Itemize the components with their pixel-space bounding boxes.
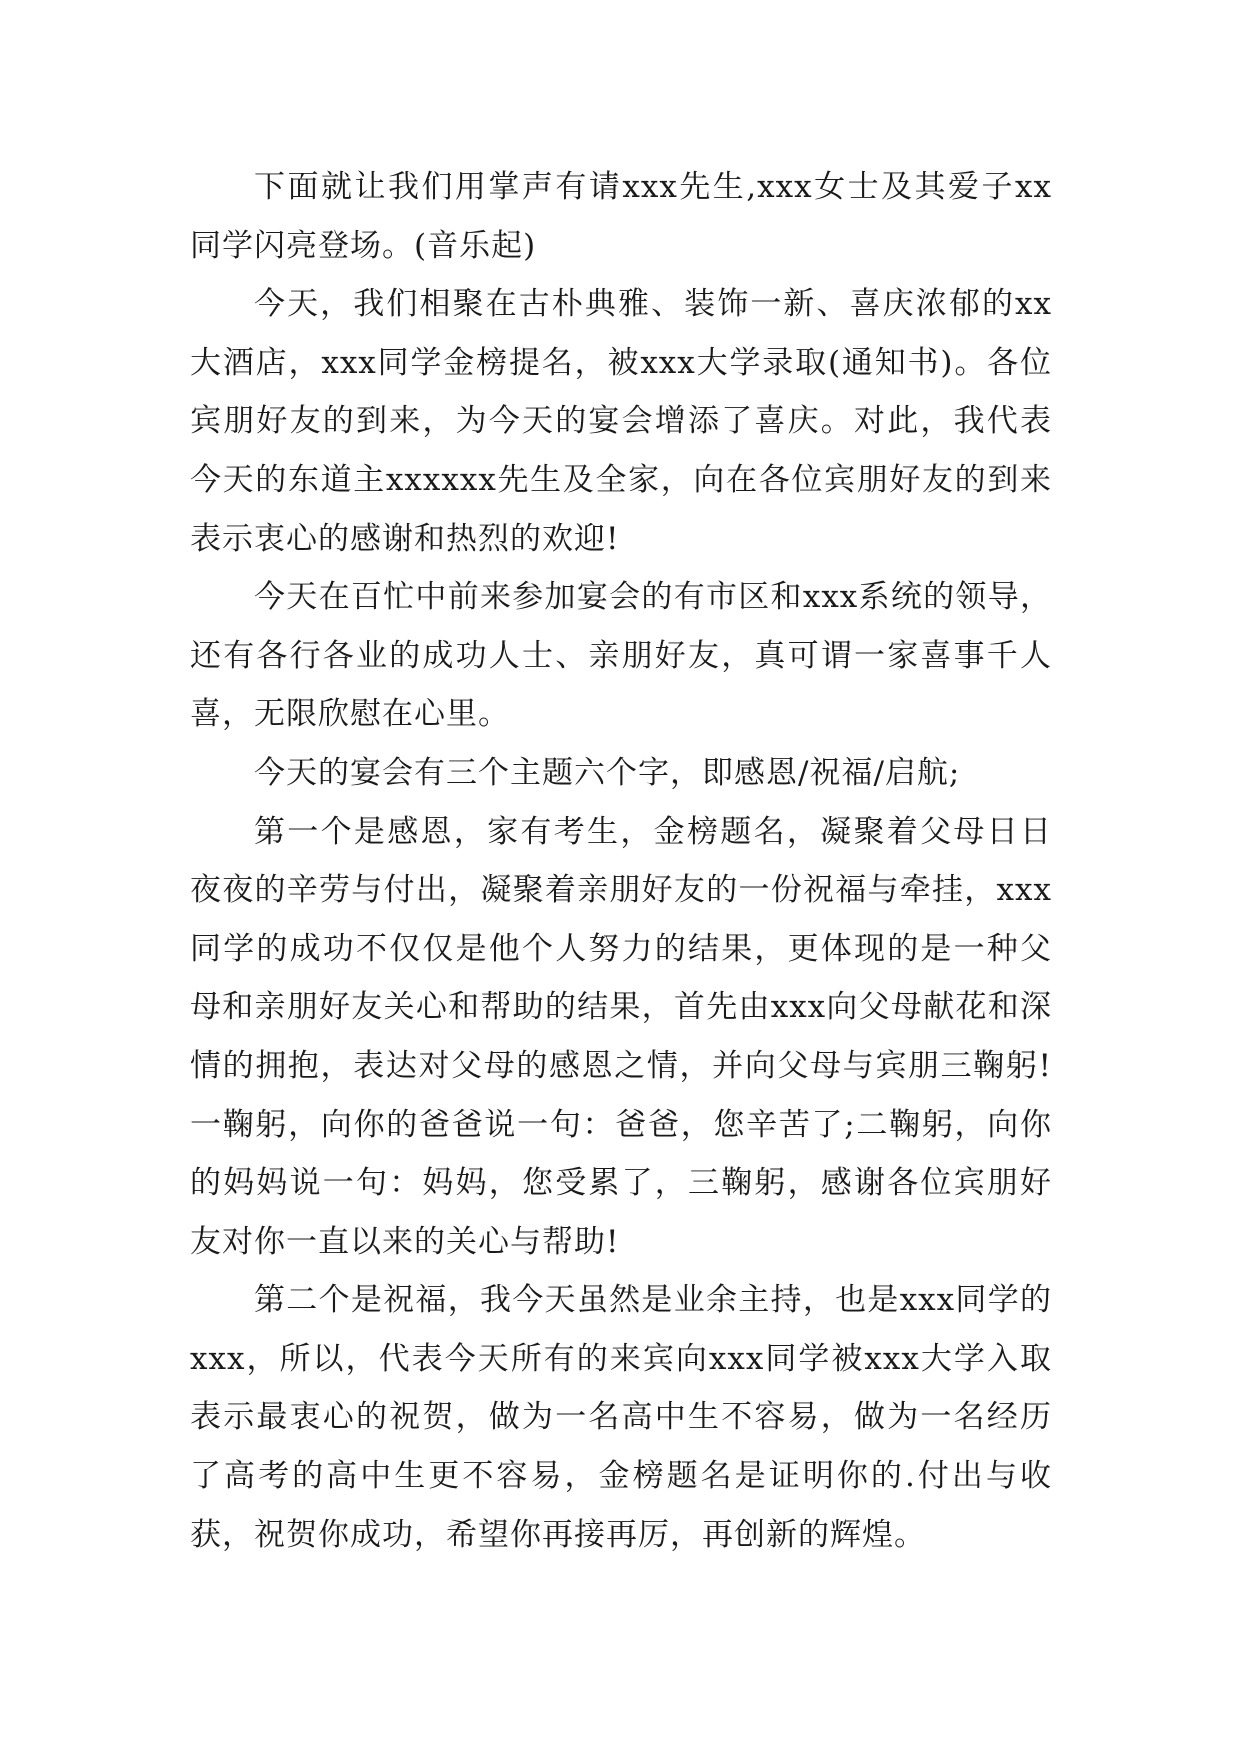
paragraph-themes: 今天的宴会有三个主题六个字，即感恩/祝福/启航; (254, 754, 961, 791)
paragraph-guests: 今天在百忙中前来参加宴会的有市区和xxx系统的领导，还有各行各业的成功人士、亲朋好友，真可谓一家喜事千人喜，无限欣慰在心里。 (190, 579, 1052, 733)
paragraph-gratitude: 第一个是感恩，家有考生，金榜题名，凝聚着父母日日夜夜的辛劳与付出，凝聚着亲朋好友的一份祝福与牵挂，xxx同学的成功不仅仅是他个人努力的结果，更体现的是一种父母和亲朋好友关心和帮助的结果，首先由xxx向父母献花和深情的拥抱，表达对父母的感恩之情，并向父母与宾朋三鞠躬!一鞠躬，向你的爸爸说一句：爸爸，您辛苦了;二鞠躬，向你的妈妈说一句：妈妈，您受累了，三鞠躬，感谢各位宾朋好友对你一直以来的关心与帮助! (190, 813, 1052, 1260)
paragraph-invitation: 下面就让我们用掌声有请xxx先生,xxx女士及其爱子xx同学闪亮登场。(音乐起) (190, 169, 1052, 264)
paragraph-welcome: 今天，我们相聚在古朴典雅、装饰一新、喜庆浓郁的xx大酒店，xxx同学金榜提名，被xxx大学录取(通知书)。各位宾朋好友的到来，为今天的宴会增添了喜庆。对此，我代表今天的东道主xxxxxx先生及全家，向在各位宾朋好友的到来表示衷心的感谢和热烈的欢迎! (190, 286, 1052, 557)
paragraph-blessing: 第二个是祝福，我今天虽然是业余主持，也是xxx同学的xxx，所以，代表今天所有的来宾向xxx同学被xxx大学入取表示最衷心的祝贺，做为一名高中生不容易，做为一名经历了高考的高中生更不容易，金榜题名是证明你的.付出与收获，祝贺你成功，希望你再接再厉，再创新的辉煌。 (190, 1282, 1052, 1553)
document-body (190, 158, 1052, 1564)
